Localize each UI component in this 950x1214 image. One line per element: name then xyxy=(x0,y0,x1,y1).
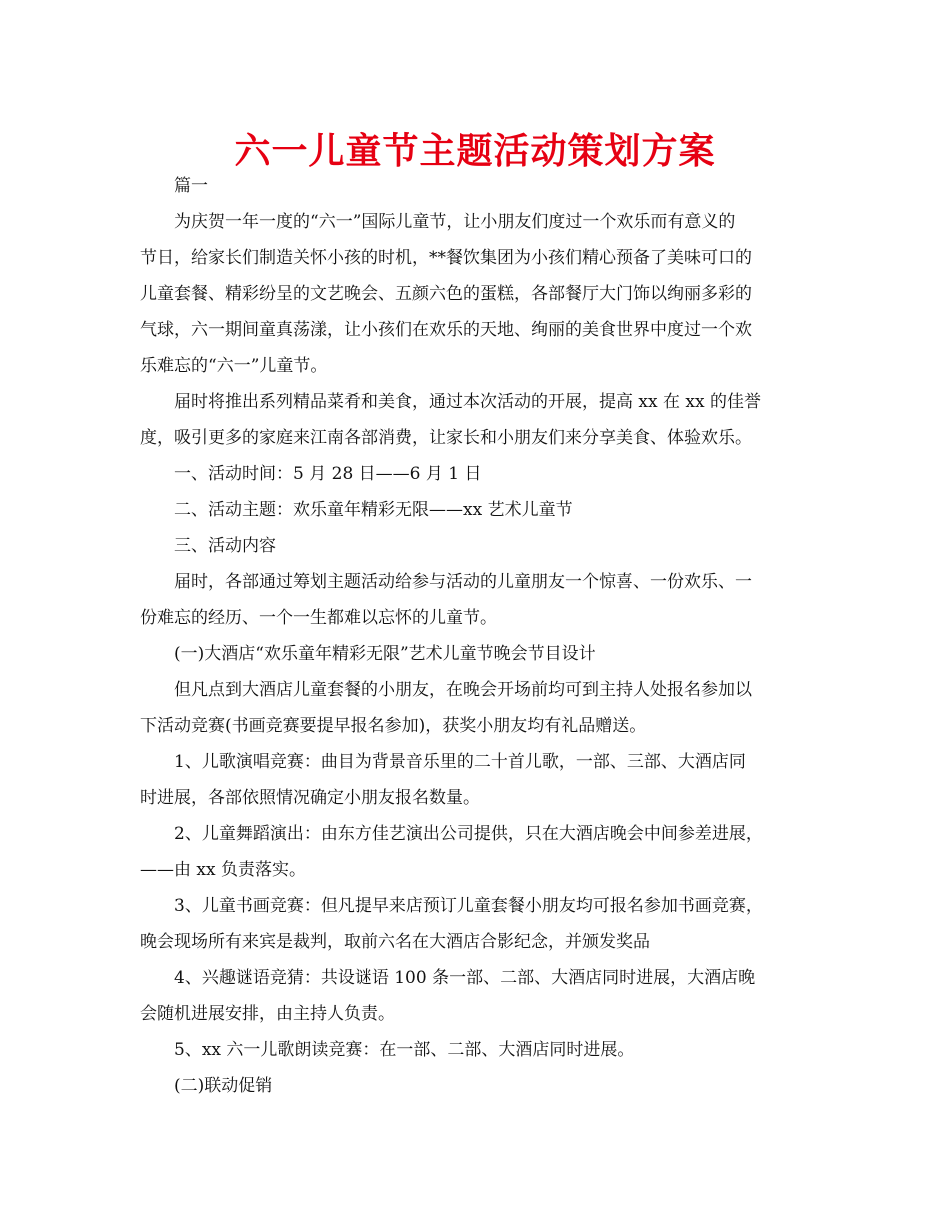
document-title: 六一儿童节主题活动策划方案 xyxy=(234,130,716,172)
body-text-line: 时进展，各部依照情况确定小朋友报名数量。 xyxy=(140,788,480,808)
body-text-line: 2、儿童舞蹈演出：由东方佳艺演出公司提供，只在大酒店晚会中间参差进展， xyxy=(174,824,763,844)
body-text-line: 下活动竞赛(书画竞赛要提早报名参加)，获奖小朋友均有礼品赠送。 xyxy=(140,716,647,736)
body-text-line: 届时，各部通过筹划主题活动给参与活动的儿童朋友一个惊喜、一份欢乐、一 xyxy=(174,572,752,592)
body-text-line: 届时将推出系列精品菜肴和美食，通过本次活动的开展，提高 xx 在 xx 的佳誉 xyxy=(174,392,761,412)
body-text-line: (一)大酒店“欢乐童年精彩无限”艺术儿童节晚会节目设计 xyxy=(174,644,596,664)
body-text-line: ——由 xx 负责落实。 xyxy=(140,860,306,880)
document-body xyxy=(140,168,813,1104)
body-text-line: 为庆贺一年一度的“六一”国际儿童节，让小朋友们度过一个欢乐而有意义的 xyxy=(174,212,736,232)
body-text-line: 会随机进展安排，由主持人负责。 xyxy=(140,1004,395,1024)
body-text-line: 篇一 xyxy=(174,176,208,196)
body-text-line: 4、兴趣谜语竞猜：共设谜语 100 条一部、二部、大酒店同时进展，大酒店晚 xyxy=(174,968,756,988)
body-text-line: 节日，给家长们制造关怀小孩的时机，**餐饮集团为小孩们精心预备了美味可口的 xyxy=(140,248,752,268)
body-text-line: 1、儿歌演唱竞赛：曲目为背景音乐里的二十首儿歌，一部、三部、大酒店同 xyxy=(174,752,746,772)
body-text-line: 度，吸引更多的家庭来江南各部消费，让家长和小朋友们来分享美食、体验欢乐。 xyxy=(140,428,752,448)
body-text-line: 乐难忘的“六一”儿童节。 xyxy=(140,356,328,376)
body-text-line: (二)联动促销 xyxy=(174,1076,273,1096)
body-text-line: 3、儿童书画竞赛：但凡提早来店预订儿童套餐小朋友均可报名参加书画竞赛， xyxy=(174,896,763,916)
body-text-line: 气球，六一期间童真荡漾，让小孩们在欢乐的天地、绚丽的美食世界中度过一个欢 xyxy=(140,320,752,340)
body-text-line: 一、活动时间：5 月 28 日——6 月 1 日 xyxy=(174,464,482,484)
body-text-line: 5、xx 六一儿歌朗读竞赛：在一部、二部、大酒店同时进展。 xyxy=(174,1040,635,1060)
body-text-line: 儿童套餐、精彩纷呈的文艺晚会、五颜六色的蛋糕，各部餐厅大门饰以绚丽多彩的 xyxy=(140,284,752,304)
body-text-line: 份难忘的经历、一个一生都难以忘怀的儿童节。 xyxy=(140,608,497,628)
body-text-line: 二、活动主题：欢乐童年精彩无限——xx 艺术儿童节 xyxy=(174,500,573,520)
body-text-line: 但凡点到大酒店儿童套餐的小朋友，在晚会开场前均可到主持人处报名参加以 xyxy=(174,680,752,700)
body-text-line: 晚会现场所有来宾是裁判，取前六名在大酒店合影纪念，并颁发奖品 xyxy=(140,932,650,952)
body-text-line: 三、活动内容 xyxy=(174,536,276,556)
